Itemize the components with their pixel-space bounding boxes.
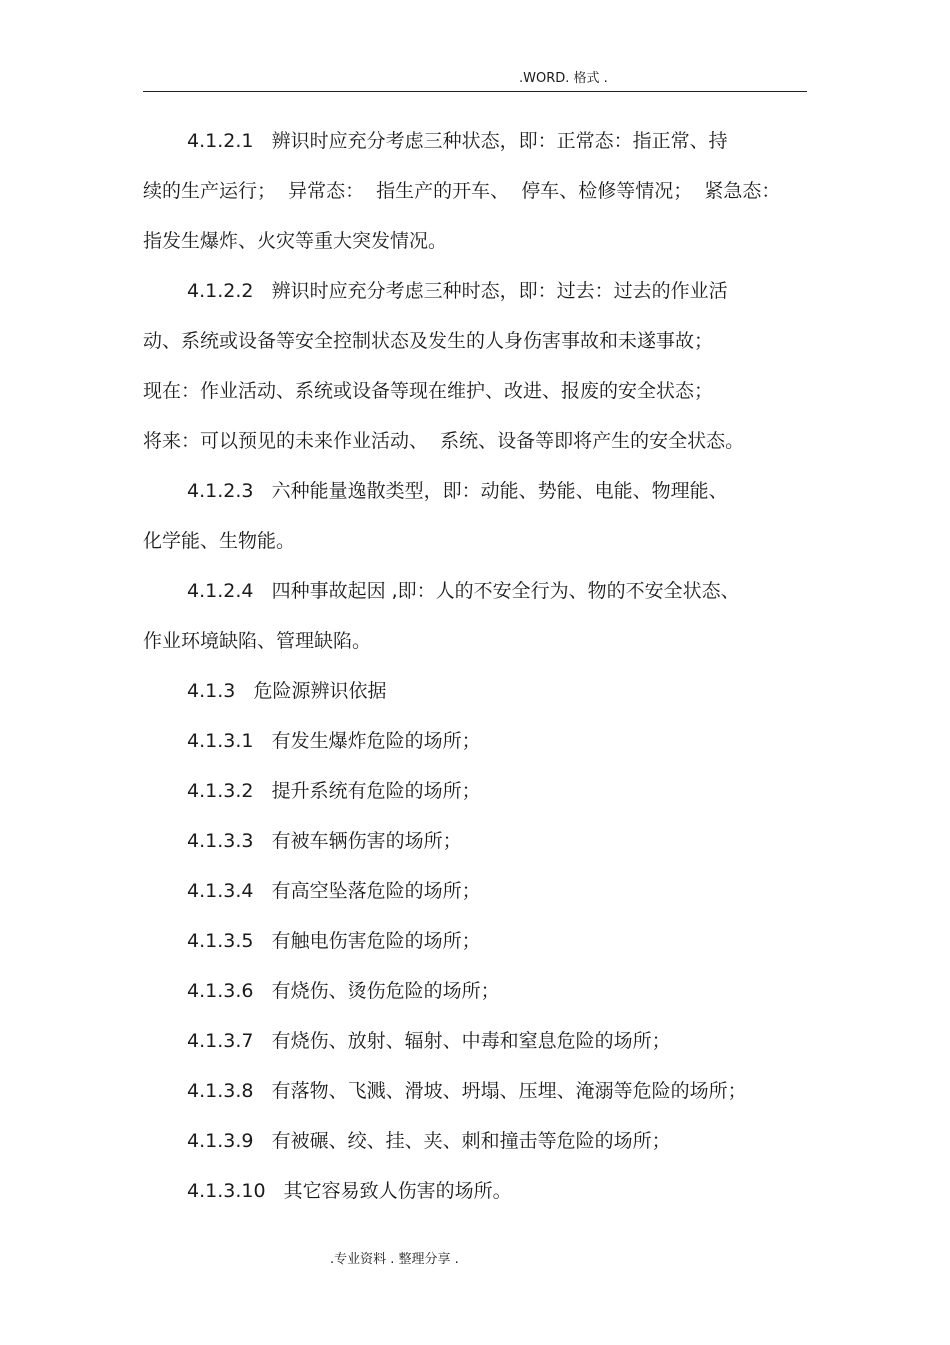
list-item-4-1-3-1: 4.1.3.1 有发生爆炸危险的场所；: [187, 730, 481, 752]
section-heading-4-1-3: 4.1.3 危险源辨识依据: [187, 680, 387, 702]
list-item-4-1-3-3: 4.1.3.3 有被车辆伤害的场所；: [187, 830, 462, 852]
paragraph-4-1-2-2-line-2: 动、系统或设备等安全控制状态及发生的人身伤害事故和未遂事故；: [143, 330, 714, 352]
paragraph-4-1-2-1-line-3: 指发生爆炸、火灾等重大突发情况。: [143, 230, 448, 252]
list-item-4-1-3-10: 4.1.3.10 其它容易致人伤害的场所。: [187, 1180, 512, 1202]
paragraph-4-1-2-1-line-2: 续的生产运行； 异常态： 指生产的开车、 停车、检修等情况； 紧急态：: [143, 180, 781, 202]
list-item-4-1-3-4: 4.1.3.4 有高空坠落危险的场所；: [187, 880, 481, 902]
list-item-4-1-3-6: 4.1.3.6 有烧伤、烫伤危险的场所；: [187, 980, 500, 1002]
paragraph-4-1-2-3-line-1: 4.1.2.3 六种能量逸散类型，即：动能、势能、电能、物理能、: [187, 480, 728, 502]
list-item-4-1-3-5: 4.1.3.5 有触电伤害危险的场所；: [187, 930, 481, 952]
paragraph-4-1-2-4-line-1: 4.1.2.4 四种事故起因 ,即：人的不安全行为、物的不安全状态、: [187, 580, 740, 602]
header-divider: [143, 91, 807, 92]
paragraph-4-1-2-4-line-2: 作业环境缺陷、管理缺陷。: [143, 630, 372, 652]
list-item-4-1-3-7: 4.1.3.7 有烧伤、放射、辐射、中毒和窒息危险的场所；: [187, 1030, 671, 1052]
list-item-4-1-3-2: 4.1.3.2 提升系统有危险的场所；: [187, 780, 481, 802]
paragraph-4-1-2-2-line-3: 现在：作业活动、系统或设备等现在维护、改进、报废的安全状态；: [143, 380, 714, 402]
paragraph-4-1-2-3-line-2: 化学能、生物能。: [143, 530, 296, 552]
list-item-4-1-3-9: 4.1.3.9 有被碾、绞、挂、夹、刺和撞击等危险的场所；: [187, 1130, 671, 1152]
list-item-4-1-3-8: 4.1.3.8 有落物、飞溅、滑坡、坍塌、压埋、淹溺等危险的场所；: [187, 1080, 747, 1102]
paragraph-4-1-2-2-line-1: 4.1.2.2 辨识时应充分考虑三种时态，即：过去：过去的作业活: [187, 280, 728, 302]
paragraph-4-1-2-2-line-4: 将来：可以预见的未来作业活动、 系统、设备等即将产生的安全状态。: [143, 430, 745, 452]
page-footer: .专业资料 . 整理分享 .: [330, 1252, 459, 1267]
header-text: .WORD. 格式 .: [519, 71, 608, 86]
paragraph-4-1-2-1-line-1: 4.1.2.1 辨识时应充分考虑三种状态，即：正常态：指正常、持: [187, 130, 728, 152]
